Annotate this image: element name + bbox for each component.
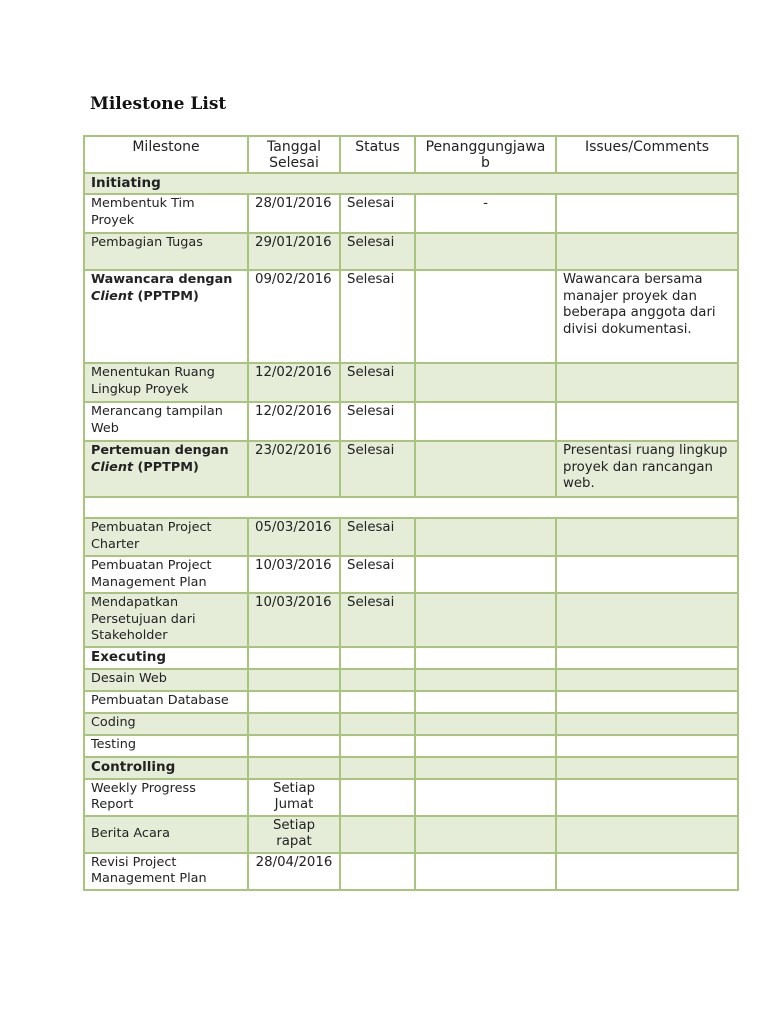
cell-pj: - xyxy=(415,194,556,233)
cell-status: Selesai xyxy=(340,233,415,270)
cell-issues xyxy=(556,669,738,691)
cell-status xyxy=(340,853,415,890)
cell-status xyxy=(340,816,415,853)
client-emphasis: Client xyxy=(91,459,134,475)
cell-issues xyxy=(556,556,738,593)
cell-milestone: Menentukan Ruang Lingkup Proyek xyxy=(84,363,248,402)
cell-milestone-suffix: (PPTPM) xyxy=(133,459,199,475)
cell-pj xyxy=(415,713,556,735)
cell-status xyxy=(340,779,415,816)
cell-milestone-suffix: (PPTPM) xyxy=(133,288,199,304)
table-row xyxy=(84,593,738,647)
table-row xyxy=(84,518,738,556)
cell-issues xyxy=(556,816,738,853)
cell-milestone: Pembuatan Project Management Plan xyxy=(84,556,248,593)
cell-pj xyxy=(415,518,556,556)
cell-date: 28/04/2016 xyxy=(248,853,340,890)
cell-milestone: Weekly Progress Report xyxy=(84,779,248,816)
cell-date: 05/03/2016 xyxy=(248,518,340,556)
cell-issues xyxy=(556,363,738,402)
cell-pj xyxy=(415,441,556,497)
cell-status xyxy=(340,691,415,713)
cell-issues xyxy=(556,402,738,441)
cell-date: 23/02/2016 xyxy=(248,441,340,497)
cell-pj xyxy=(415,691,556,713)
table-row xyxy=(84,691,738,713)
cell-issues: Wawancara bersama manajer proyek dan beberapa anggota dari divisi dokumentasi. xyxy=(556,270,738,363)
table-row xyxy=(84,735,738,757)
cell-date: 12/02/2016 xyxy=(248,363,340,402)
section-executing: Executing xyxy=(84,647,248,669)
cell-pj xyxy=(415,556,556,593)
cell-issues xyxy=(556,853,738,890)
client-emphasis: Client xyxy=(91,288,134,304)
cell-pj xyxy=(415,593,556,647)
cell-date: 12/02/2016 xyxy=(248,402,340,441)
cell-status: Selesai xyxy=(340,441,415,497)
cell-status: Selesai xyxy=(340,270,415,363)
header-status: Status xyxy=(340,136,415,173)
cell-status: Selesai xyxy=(340,402,415,441)
cell-date xyxy=(248,713,340,735)
cell-date xyxy=(248,669,340,691)
table-row xyxy=(84,669,738,691)
cell-pj xyxy=(415,270,556,363)
cell-date: 29/01/2016 xyxy=(248,233,340,270)
milestone-table xyxy=(83,135,739,891)
table-row xyxy=(84,853,738,890)
cell-milestone: Merancang tampilan Web xyxy=(84,402,248,441)
cell-issues xyxy=(556,691,738,713)
cell-issues xyxy=(556,593,738,647)
cell-date xyxy=(248,691,340,713)
cell-pj xyxy=(415,779,556,816)
table-row xyxy=(84,441,738,497)
cell-milestone: Revisi Project Management Plan xyxy=(84,853,248,890)
cell-issues xyxy=(556,735,738,757)
cell-issues: Presentasi ruang lingkup proyek dan rancangan web. xyxy=(556,441,738,497)
table-row xyxy=(84,402,738,441)
cell-issues xyxy=(556,713,738,735)
cell-milestone: Coding xyxy=(84,713,248,735)
cell-milestone: Testing xyxy=(84,735,248,757)
section-initiating: Initiating xyxy=(84,173,738,194)
blank-row xyxy=(84,497,738,518)
cell-issues xyxy=(556,233,738,270)
cell-milestone: Desain Web xyxy=(84,669,248,691)
cell-milestone xyxy=(84,270,248,363)
cell-milestone-text: Pertemuan dengan xyxy=(91,443,229,458)
cell-milestone-text: Wawancara dengan xyxy=(91,272,233,287)
header-penanggungjawab: Penanggungjawab xyxy=(415,136,556,173)
cell-status xyxy=(340,713,415,735)
cell-milestone: Berita Acara xyxy=(84,816,248,853)
table-row xyxy=(84,779,738,816)
cell-milestone: Pembuatan Project Charter xyxy=(84,518,248,556)
cell-date: Setiap Jumat xyxy=(248,779,340,816)
cell-milestone: Pembagian Tugas xyxy=(84,233,248,270)
table-row xyxy=(84,363,738,402)
cell-date: 09/02/2016 xyxy=(248,270,340,363)
cell-status: Selesai xyxy=(340,518,415,556)
cell-pj xyxy=(415,669,556,691)
cell-pj xyxy=(415,735,556,757)
cell-milestone: Pembuatan Database xyxy=(84,691,248,713)
cell-milestone: Membentuk Tim Proyek xyxy=(84,194,248,233)
cell-date xyxy=(248,735,340,757)
cell-date: 10/03/2016 xyxy=(248,593,340,647)
cell-pj xyxy=(415,363,556,402)
table-row xyxy=(84,194,738,233)
cell-pj xyxy=(415,233,556,270)
table-row xyxy=(84,233,738,270)
cell-date: 10/03/2016 xyxy=(248,556,340,593)
cell-status: Selesai xyxy=(340,194,415,233)
cell-issues xyxy=(556,518,738,556)
header-tanggal: Tanggal Selesai xyxy=(248,136,340,173)
cell-pj xyxy=(415,816,556,853)
section-controlling: Controlling xyxy=(84,757,248,779)
cell-date: 28/01/2016 xyxy=(248,194,340,233)
cell-status xyxy=(340,735,415,757)
cell-status xyxy=(340,669,415,691)
table-row xyxy=(84,270,738,363)
cell-milestone xyxy=(84,441,248,497)
header-issues: Issues/Comments xyxy=(556,136,738,173)
cell-issues xyxy=(556,779,738,816)
table-row xyxy=(84,816,738,853)
cell-issues xyxy=(556,194,738,233)
cell-status: Selesai xyxy=(340,593,415,647)
cell-status: Selesai xyxy=(340,363,415,402)
table-row xyxy=(84,713,738,735)
cell-pj xyxy=(415,402,556,441)
cell-date: Setiap rapat xyxy=(248,816,340,853)
cell-milestone: Mendapatkan Persetujuan dari Stakeholder xyxy=(84,593,248,647)
cell-pj xyxy=(415,853,556,890)
page-title: Milestone List xyxy=(90,94,227,114)
cell-status: Selesai xyxy=(340,556,415,593)
table-row xyxy=(84,556,738,593)
header-milestone: Milestone xyxy=(84,136,248,173)
